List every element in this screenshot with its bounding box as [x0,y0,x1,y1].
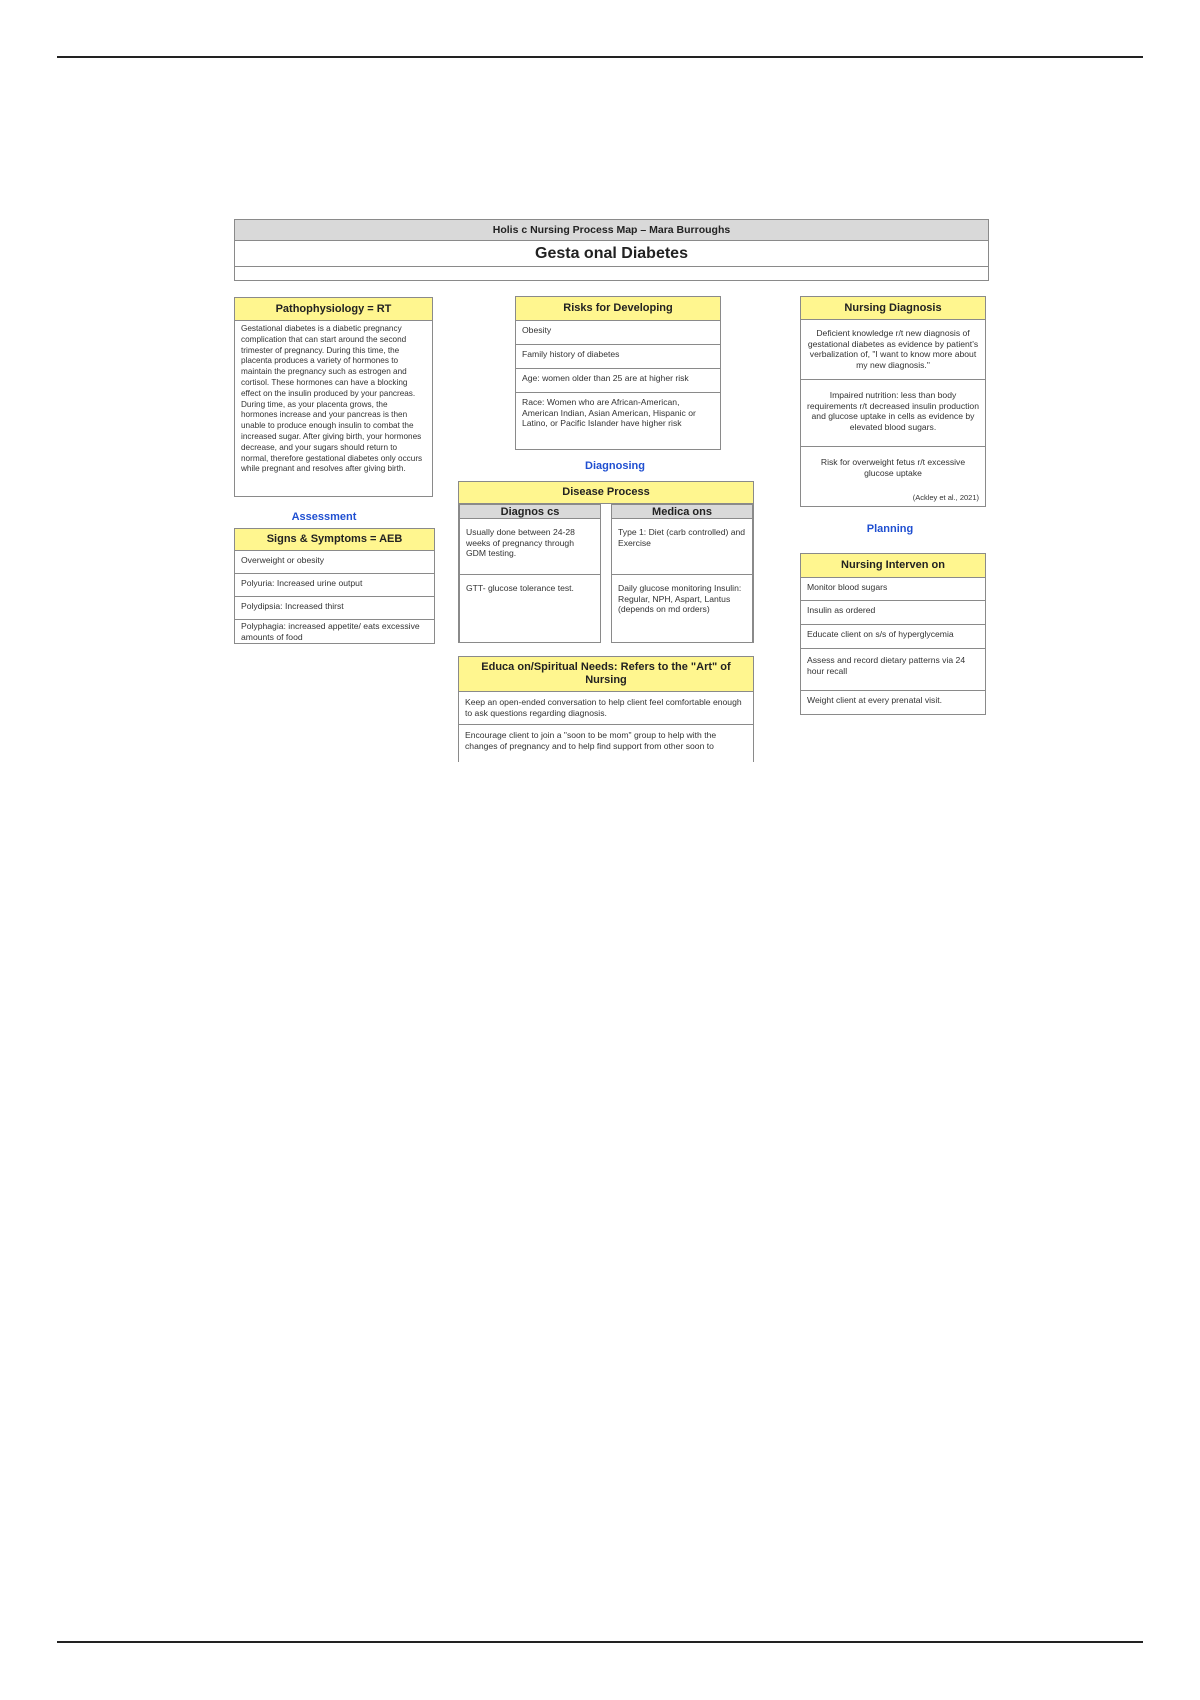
nursing-diagnosis-box [800,296,986,507]
signs-symptoms-box [234,528,435,644]
medication-item: Type 1: Diet (carb controlled) and Exercise [612,519,752,575]
signs-symptoms-header: Signs & Symptoms = AEB [235,529,434,551]
symptom-item: Overweight or obesity [235,551,434,574]
diagnostic-item: Usually done between 24-28 weeks of pregnancy through GDM testing. [460,519,600,575]
intervention-item: Monitor blood sugars [801,578,985,601]
diagnostic-item: GTT- glucose tolerance test. [466,583,574,593]
pathophysiology-header: Pathophysiology = RT [235,298,432,321]
education-item: Keep an open-ended conversation to help client feel comfortable enough to ask questions regarding diagnosis. [459,692,753,725]
intervention-item: Insulin as ordered [801,601,985,625]
diagnostics-header: Diagnos cs [460,504,600,519]
intervention-item: Educate client on s/s of hyperglycemia [801,625,985,649]
title-block [234,219,989,281]
nursing-diagnosis-header: Nursing Diagnosis [801,297,985,320]
assessment-label: Assessment [291,511,357,523]
planning-label: Planning [866,523,914,535]
education-item: Encourage client to join a "soon to be mom" group to help with the changes of pregnancy and to help find support from other soon to [465,730,717,751]
symptom-item: Polydipsia: Increased thirst [235,597,434,620]
map-title-bar: Holis c Nursing Process Map – Mara Burroughs [235,220,988,241]
disease-process-header: Disease Process [459,482,753,504]
risks-header: Risks for Developing [516,297,720,321]
risks-box [515,296,721,450]
nursing-intervention-box [800,553,986,715]
risk-item: Age: women older than 25 are at higher risk [516,369,720,393]
intervention-item: Weight client at every prenatal visit. [807,695,943,705]
risk-item: Race: Women who are African-American, American Indian, Asian American, Hispanic or Latino, or Pacific Islander have higher risk [522,397,696,429]
risk-item: Family history of diabetes [516,345,720,369]
pathophysiology-box [234,297,433,497]
disease-process-box [458,481,754,643]
page-title: Gesta onal Diabetes [235,241,988,267]
bottom-rule [57,1641,1143,1643]
top-rule [57,56,1143,58]
medications-column [611,504,753,643]
symptom-item: Polyphagia: increased appetite/ eats excessive amounts of food [241,621,420,642]
diagnosing-label: Diagnosing [585,460,645,472]
pathophysiology-text: Gestational diabetes is a diabetic pregnancy complication that can start around the second trimester of pregnancy. During this time, the placenta produces a variety of hormones to maintain the pregnancy such as estrogen and cortisol. These hormones can have a blocking effect on the insulin produced by your pancreas. During time, as your placenta grows, the hormones increase and your pancreas is then unable to produce enough insulin to combat the increased sugar. After giving birth, your hormones decrease, and your sugars should return to normal, therefore gestational diabetes only occurs while pregnant and resolves after giving birth. [241,324,423,474]
education-box [458,656,754,762]
nursing-diagnosis-item: Impaired nutrition: less than body requirements r/t decreased insulin production and glucose uptake in cells as evidence by elevated blood sugars. [801,380,985,447]
medication-item: Daily glucose monitoring Insulin: Regular, NPH, Aspart, Lantus (depends on md orders) [618,583,742,615]
nursing-diagnosis-item: Risk for overweight fetus r/t excessive glucose uptake [820,457,966,478]
medications-header: Medica ons [612,504,752,519]
risk-item: Obesity [516,321,720,345]
diagnostics-column [459,504,611,643]
symptom-item: Polyuria: Increased urine output [235,574,434,597]
intervention-item: Assess and record dietary patterns via 24 hour recall [801,649,985,691]
nursing-diagnosis-item: Deficient knowledge r/t new diagnosis of gestational diabetes as evidence by patient's verbalization of, "I want to know more about my new diagnosis." [801,320,985,380]
nursing-intervention-header: Nursing Interven on [801,554,985,578]
nursing-diagnosis-item-last [801,447,985,506]
citation: (Ackley et al., 2021) [912,493,979,503]
education-header: Educa on/Spiritual Needs: Refers to the "Art" of Nursing [459,657,753,692]
